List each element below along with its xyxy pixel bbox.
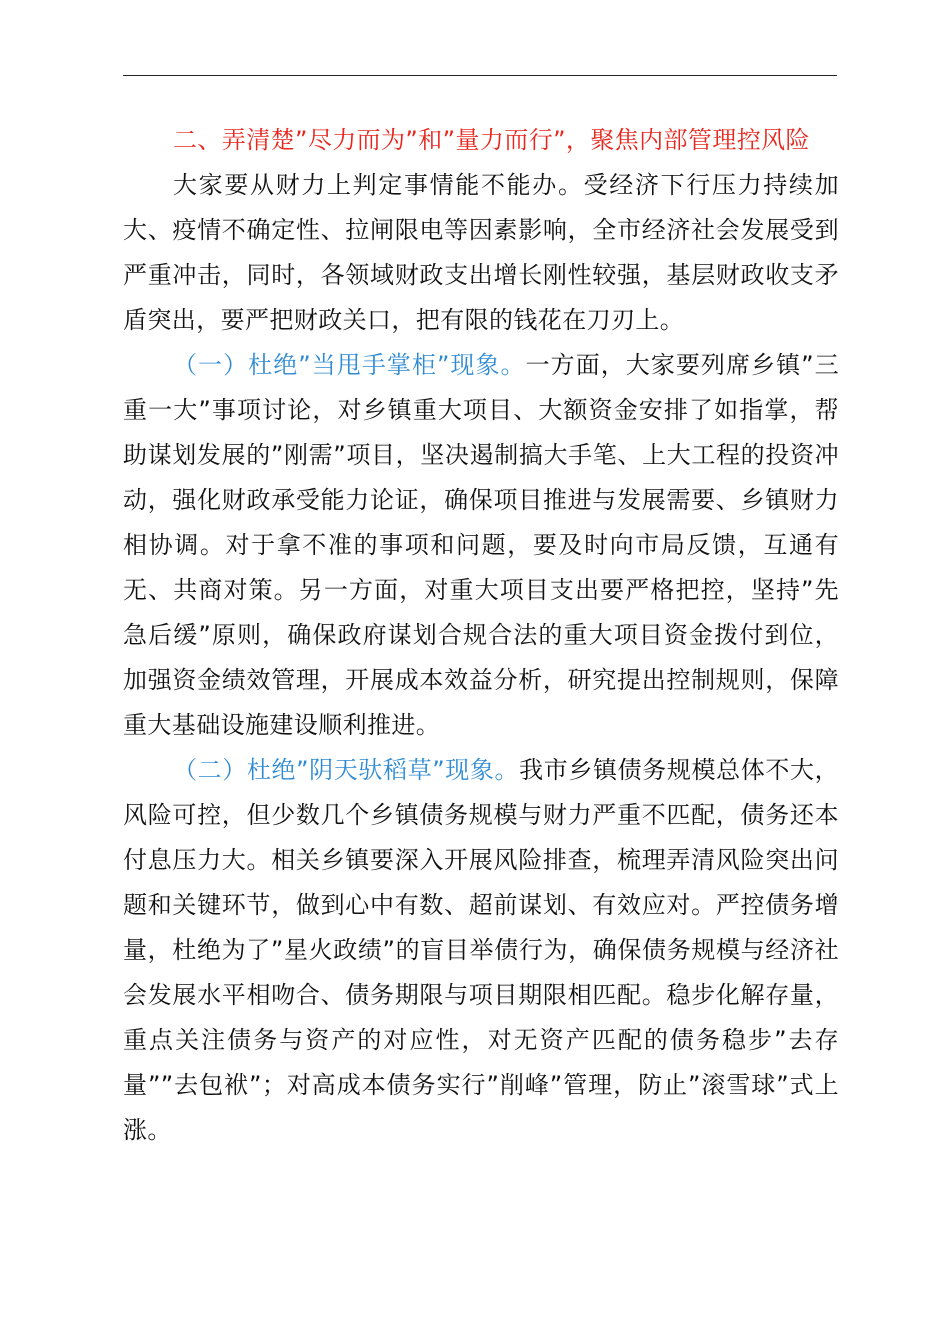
paragraph-section-2 <box>123 748 839 1153</box>
subheading-2: （二）杜绝”阴天驮稻草”现象。 <box>173 756 520 784</box>
document-body <box>123 118 839 1153</box>
subheading-1: （一）杜绝”当甩手掌柜”现象。 <box>173 351 526 379</box>
paragraph-intro: 大家要从财力上判定事情能不能办。受经济下行压力持续加大、疫情不确定性、拉闸限电等因素影响，全市经济社会发展受到严重冲击，同时，各领域财政支出增长刚性较强，基层财政收支矛盾突出，要严把财政关口，把有限的钱花在刀刃上。 <box>123 171 839 334</box>
section-2-body: 我市乡镇债务规模总体不大，风险可控，但少数几个乡镇债务规模与财力严重不匹配，债务还本付息压力大。相关乡镇要深入开展风险排查，梳理弄清风险突出问题和关键环节，做到心中有数、超前谋划、有效应对。严控债务增量，杜绝为了”星火政绩”的盲目举债行为，确保债务规模与经济社会发展水平相吻合、债务期限与项目期限相匹配。稳步化解存量，重点关注债务与资产的对应性，对无资产匹配的债务稳步”去存量””去包袱”；对高成本债务实行”削峰”管理，防止”滚雪球”式上涨。 <box>123 756 839 1144</box>
paragraph-section-1 <box>123 343 839 748</box>
section-1-body: 一方面，大家要列席乡镇”三重一大”事项讨论，对乡镇重大项目、大额资金安排了如指掌，帮助谋划发展的”刚需”项目，坚决遏制搞大手笔、上大工程的投资冲动，强化财政承受能力论证，确保项目推进与发展需要、乡镇财力相协调。对于拿不准的事项和问题，要及时向市局反馈，互通有无、共商对策。另一方面，对重大项目支出要严格把控，坚持”先急后缓”原则，确保政府谋划合规合法的重大项目资金拨付到位，加强资金绩效管理，开展成本效益分析，研究提出控制规则，保障重大基础设施建设顺利推进。 <box>123 351 840 739</box>
section-heading: 二、弄清楚”尽力而为”和”量力而行”，聚焦内部管理控风险 <box>173 126 810 154</box>
header-rule <box>123 75 837 76</box>
